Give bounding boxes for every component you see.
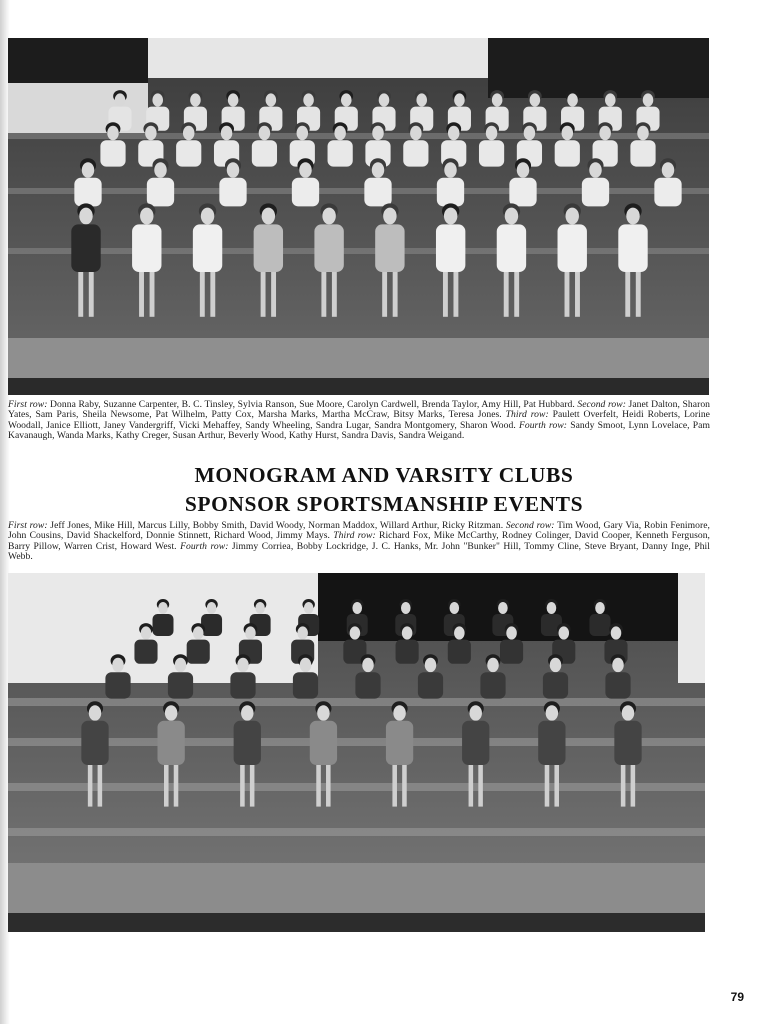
caption-names: Richard Fox, Mike McCarthy, Rodney Colinger, David Cooper, Kenneth Ferguson, Barry Pillow, Warren Crist, Howard West. xyxy=(8,530,710,552)
caption-names: Donna Raby, Suzanne Carpenter, B. C. Tinsley, Sylvia Ranson, Sue Moore, Carolyn Cardwell, Brenda Taylor, Amy Hill, Pat Hubbard. xyxy=(47,399,578,410)
page-headline xyxy=(0,461,768,519)
caption-names: Sandy Smoot, Lynn Lovelace, Pam Kavanaugh, Wanda Marks, Kathy Creger, Susan Arthur, Beverly Wood, Kathy Hurst, Sandra Davis, Sandra Weigand. xyxy=(8,419,710,442)
caption-names: Jimmy Corriea, Bobby Lockridge, J. C. Hanks, Mr. John "Bunker" Hill, Tommy Cline, Steve Bryant, Danny Inge, Phil Webb. xyxy=(8,540,710,563)
caption-row-label: First row: xyxy=(8,399,48,410)
caption-row-label: First row: xyxy=(8,520,48,531)
varsity-club-group-photo xyxy=(8,573,705,932)
caption-names: Paulett Overfelt, Heidi Roberts, Lorine Woodall, Janice Elliott, Janey Vandergriff, Vicki Mehaffey, Sandy Wheeling, Sandra Lugar, Sandra Montgomery, Sharon Wood. xyxy=(8,409,710,431)
caption-row-label: Fourth row: xyxy=(518,419,568,431)
caption-row-label: Third row: xyxy=(505,409,549,421)
monogram-club-caption xyxy=(8,400,710,442)
caption-names: Jeff Jones, Mike Hill, Marcus Lilly, Bobby Smith, David Woody, Norman Maddox, Willard Arthur, Ricky Ritzman. xyxy=(47,520,506,531)
headline-line-1: MONOGRAM AND VARSITY CLUBS xyxy=(194,463,574,487)
caption-row-label: Second row: xyxy=(577,399,626,410)
monogram-club-group-photo xyxy=(8,38,709,395)
varsity-club-caption xyxy=(8,521,710,563)
caption-row-label: Third row: xyxy=(333,530,376,542)
monogram-club-photo-graphic xyxy=(8,38,709,395)
headline-line-2: SPONSOR SPORTSMANSHIP EVENTS xyxy=(184,492,584,516)
caption-row-label: Fourth row: xyxy=(180,540,229,552)
caption-row-label: Second row: xyxy=(505,520,555,531)
caption-names: Tim Wood, Gary Via, Robin Fenimore, John Cousins, David Shackelford, Donnie Stinnett, Richard Wood, Jimmy Mays. xyxy=(8,520,710,542)
varsity-club-photo-graphic xyxy=(8,573,705,932)
page-number: 79 xyxy=(730,990,744,1004)
caption-names: Janet Dalton, Sharon Yates, Sam Paris, Sheila Newsome, Pat Wilhelm, Patty Cox, Marsha Marks, Martha McCraw, Bitsy Marks, Teresa Jones. xyxy=(8,399,711,421)
